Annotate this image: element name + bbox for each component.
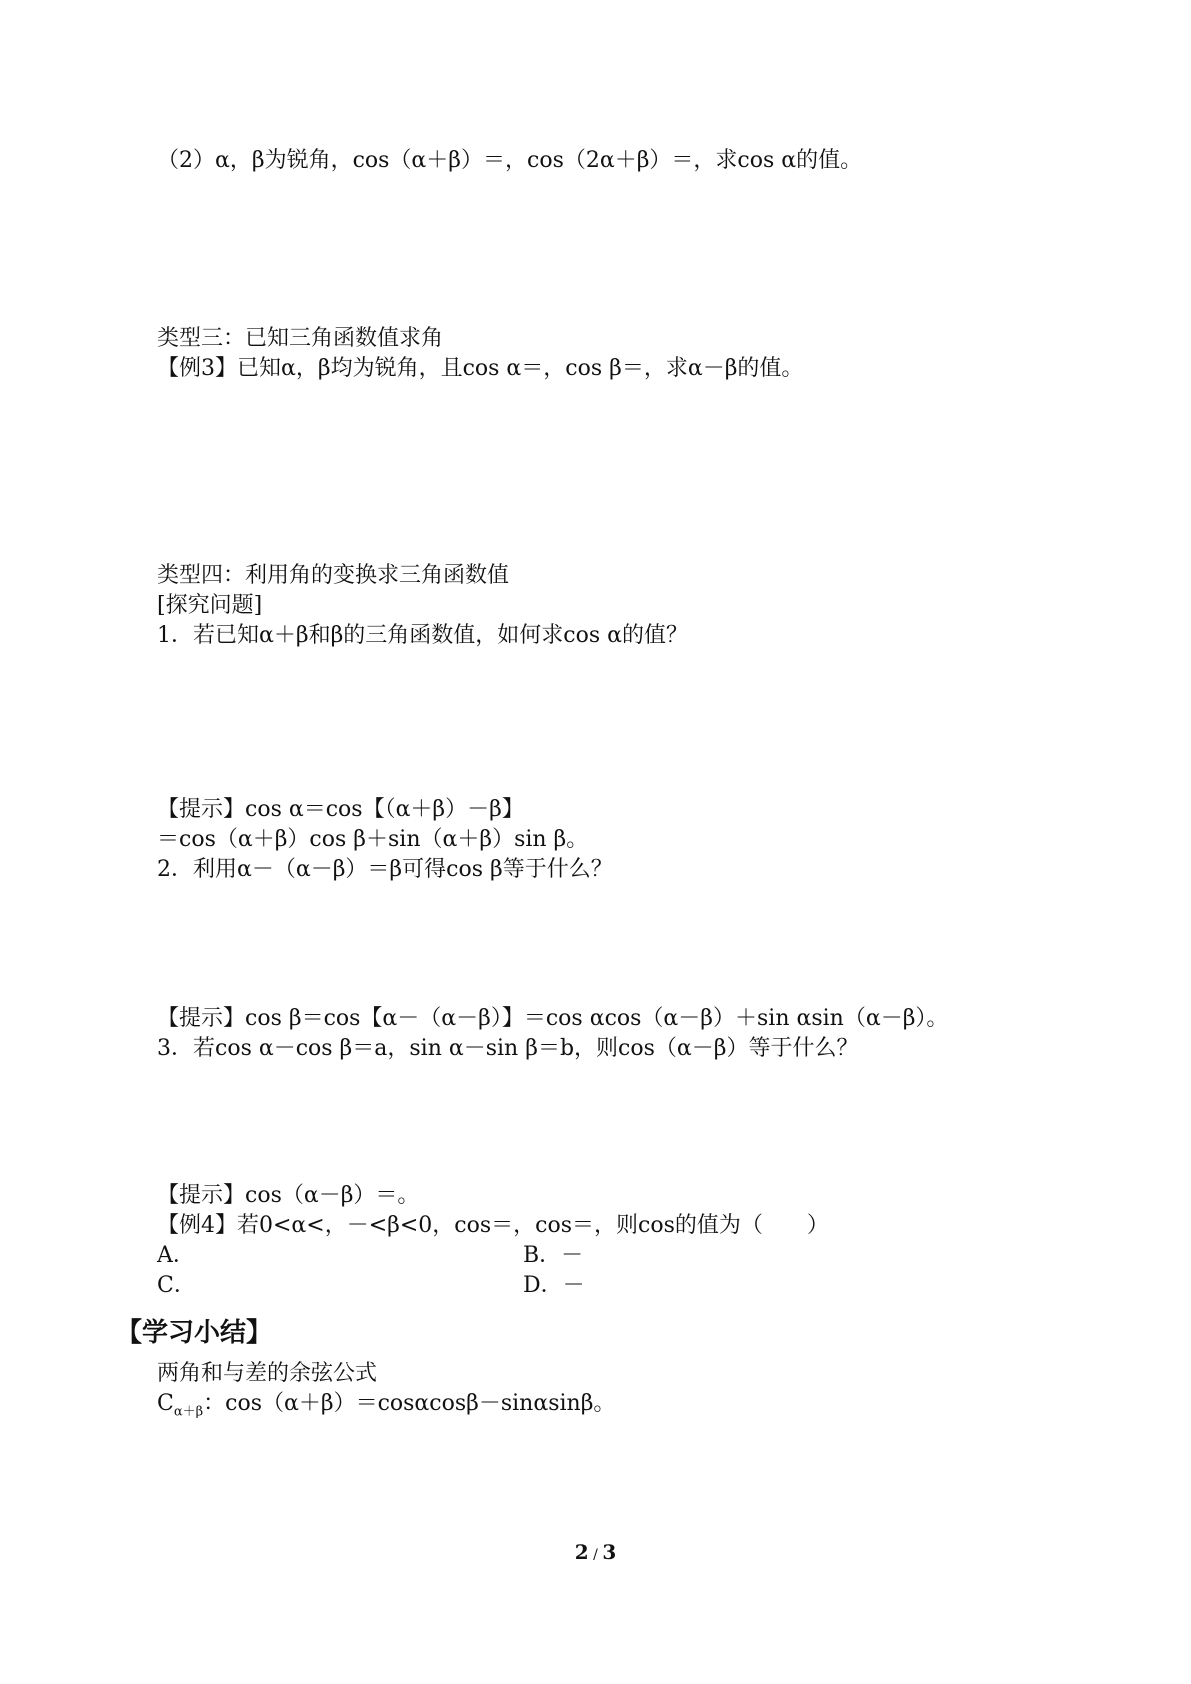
problem-1: 1．若已知α＋β和β的三角函数值，如何求cos α的值？ <box>157 623 688 648</box>
formula-subscript: α＋β <box>173 1404 204 1420</box>
type-3-heading: 类型三：已知三角函数值求角 <box>157 326 444 351</box>
question-2: （2）α，β为锐角，cos（α＋β）＝，cos（2α＋β）＝，求cos α的值。 <box>157 148 863 173</box>
option-c: C． <box>157 1273 196 1298</box>
page-number <box>0 1540 1191 1564</box>
option-d: D．－ <box>523 1273 585 1298</box>
problem-2: 2．利用α－（α－β）＝β可得cos β等于什么？ <box>157 857 613 882</box>
example-3: 【例3】已知α，β均为锐角，且cos α＝，cos β＝，求α－β的值。 <box>157 356 804 381</box>
type-4-heading: 类型四：利用角的变换求三角函数值 <box>157 563 510 588</box>
option-a: A． <box>157 1243 195 1268</box>
hint-1-line-a: 【提示】cos α＝cos【（α＋β）－β】 <box>157 797 524 822</box>
page-separator: / <box>588 1547 603 1563</box>
hint-2: 【提示】cos β＝cos【α－（α－β）】＝cos αcos（α－β）＋sin αsin（α－β）。 <box>157 1006 949 1031</box>
formula-label: C <box>157 1391 174 1416</box>
option-b: B．－ <box>523 1243 584 1268</box>
formula-body: ：cos（α＋β）＝cosαcosβ－sinαsinβ。 <box>203 1391 616 1416</box>
example-4: 【例4】若0<α<，－<β<0，cos＝，cos＝，则cos的值为（ ） <box>157 1213 829 1238</box>
summary-heading: 【学习小结】 <box>116 1318 273 1348</box>
page-current: 2 <box>574 1540 589 1564</box>
summary-formula <box>157 1389 615 1427</box>
explore-label: [探究问题] <box>157 593 263 618</box>
summary-line-1: 两角和与差的余弦公式 <box>157 1361 378 1386</box>
problem-3: 3．若cos α－cos β＝a，sin α－sin β＝b，则cos（α－β）等于什么？ <box>157 1036 859 1061</box>
page-total: 3 <box>602 1540 617 1564</box>
hint-3: 【提示】cos（α－β）＝。 <box>157 1183 420 1208</box>
hint-1-line-b: ＝cos（α＋β）cos β＋sin（α＋β）sin β。 <box>157 827 589 852</box>
